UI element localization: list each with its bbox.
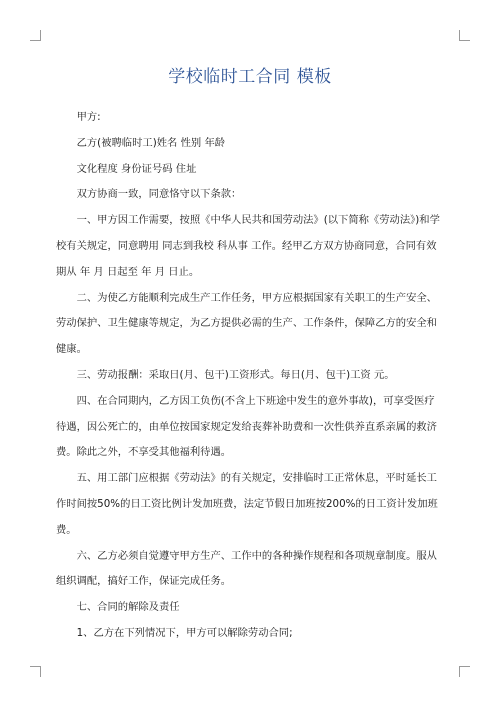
paragraph-clause-5: 五、用工部门应根据《劳动法》的有关规定，安排临时工正常休息，平时延长工作时间按50%的日工资比例计发加班费，法定节假日加班按200%的日工资计发加班费。 — [56, 472, 438, 536]
paragraph-clause-6: 六、乙方必须自觉遵守甲方生产、工作中的各种操作规程和各项规章制度。服从组织调配，搞好工作，保证完成任务。 — [56, 549, 437, 588]
crop-mark-top-left — [30, 30, 41, 41]
crop-mark-top-right — [459, 30, 470, 41]
paragraph-clause-4: 四、在合同期内，乙方因工负伤(不含上下班途中发生的意外事故)，可享受医疗待遇，因公死亡的，由单位按国家规定发给丧葬补助费和一次性供养直系亲属的救济费。除此之外，不享受其他福利待遇。 — [56, 394, 437, 459]
document-body — [56, 105, 444, 647]
paragraph-party-a: 甲方: — [76, 111, 101, 123]
paragraph-agreement: 双方协商一致，同意恪守以下条款： — [76, 188, 242, 201]
paragraph-clause-7: 七、合同的解除及责任 — [76, 601, 180, 614]
crop-mark-bottom-right — [459, 666, 470, 677]
crop-mark-bottom-left — [30, 666, 41, 677]
paragraph-clause-1: 一、甲方因工作需要，按照《中华人民共和国劳动法》(以下简称《劳动法》)和学校有关规定，同意聘用 同志到我校 科从事 工作。经甲乙方双方协商同意，合同有效期从 年 月 日起至 年 月 日止。 — [56, 214, 440, 278]
paragraph-education: 文化程度 身份证号码 住址 — [76, 162, 197, 175]
paragraph-clause-3: 三、劳动报酬：采取日(月、包干)工资形式。每日(月、包干)工资 元。 — [76, 368, 395, 381]
document-title: 学校临时工合同 模板 — [168, 67, 332, 87]
paragraph-clause-7-1: 1、乙方在下列情况下，甲方可以解除劳动合同; — [76, 626, 293, 639]
paragraph-clause-2: 二、为使乙方能顺利完成生产工作任务，甲方应根据国家有关职工的生产安全、劳动保护、卫生健康等规定，为乙方提供必需的生产、工作条件，保障乙方的安全和健康。 — [56, 291, 437, 356]
paragraph-party-b: 乙方(被聘临时工)姓名 性别 年龄 — [76, 136, 226, 149]
